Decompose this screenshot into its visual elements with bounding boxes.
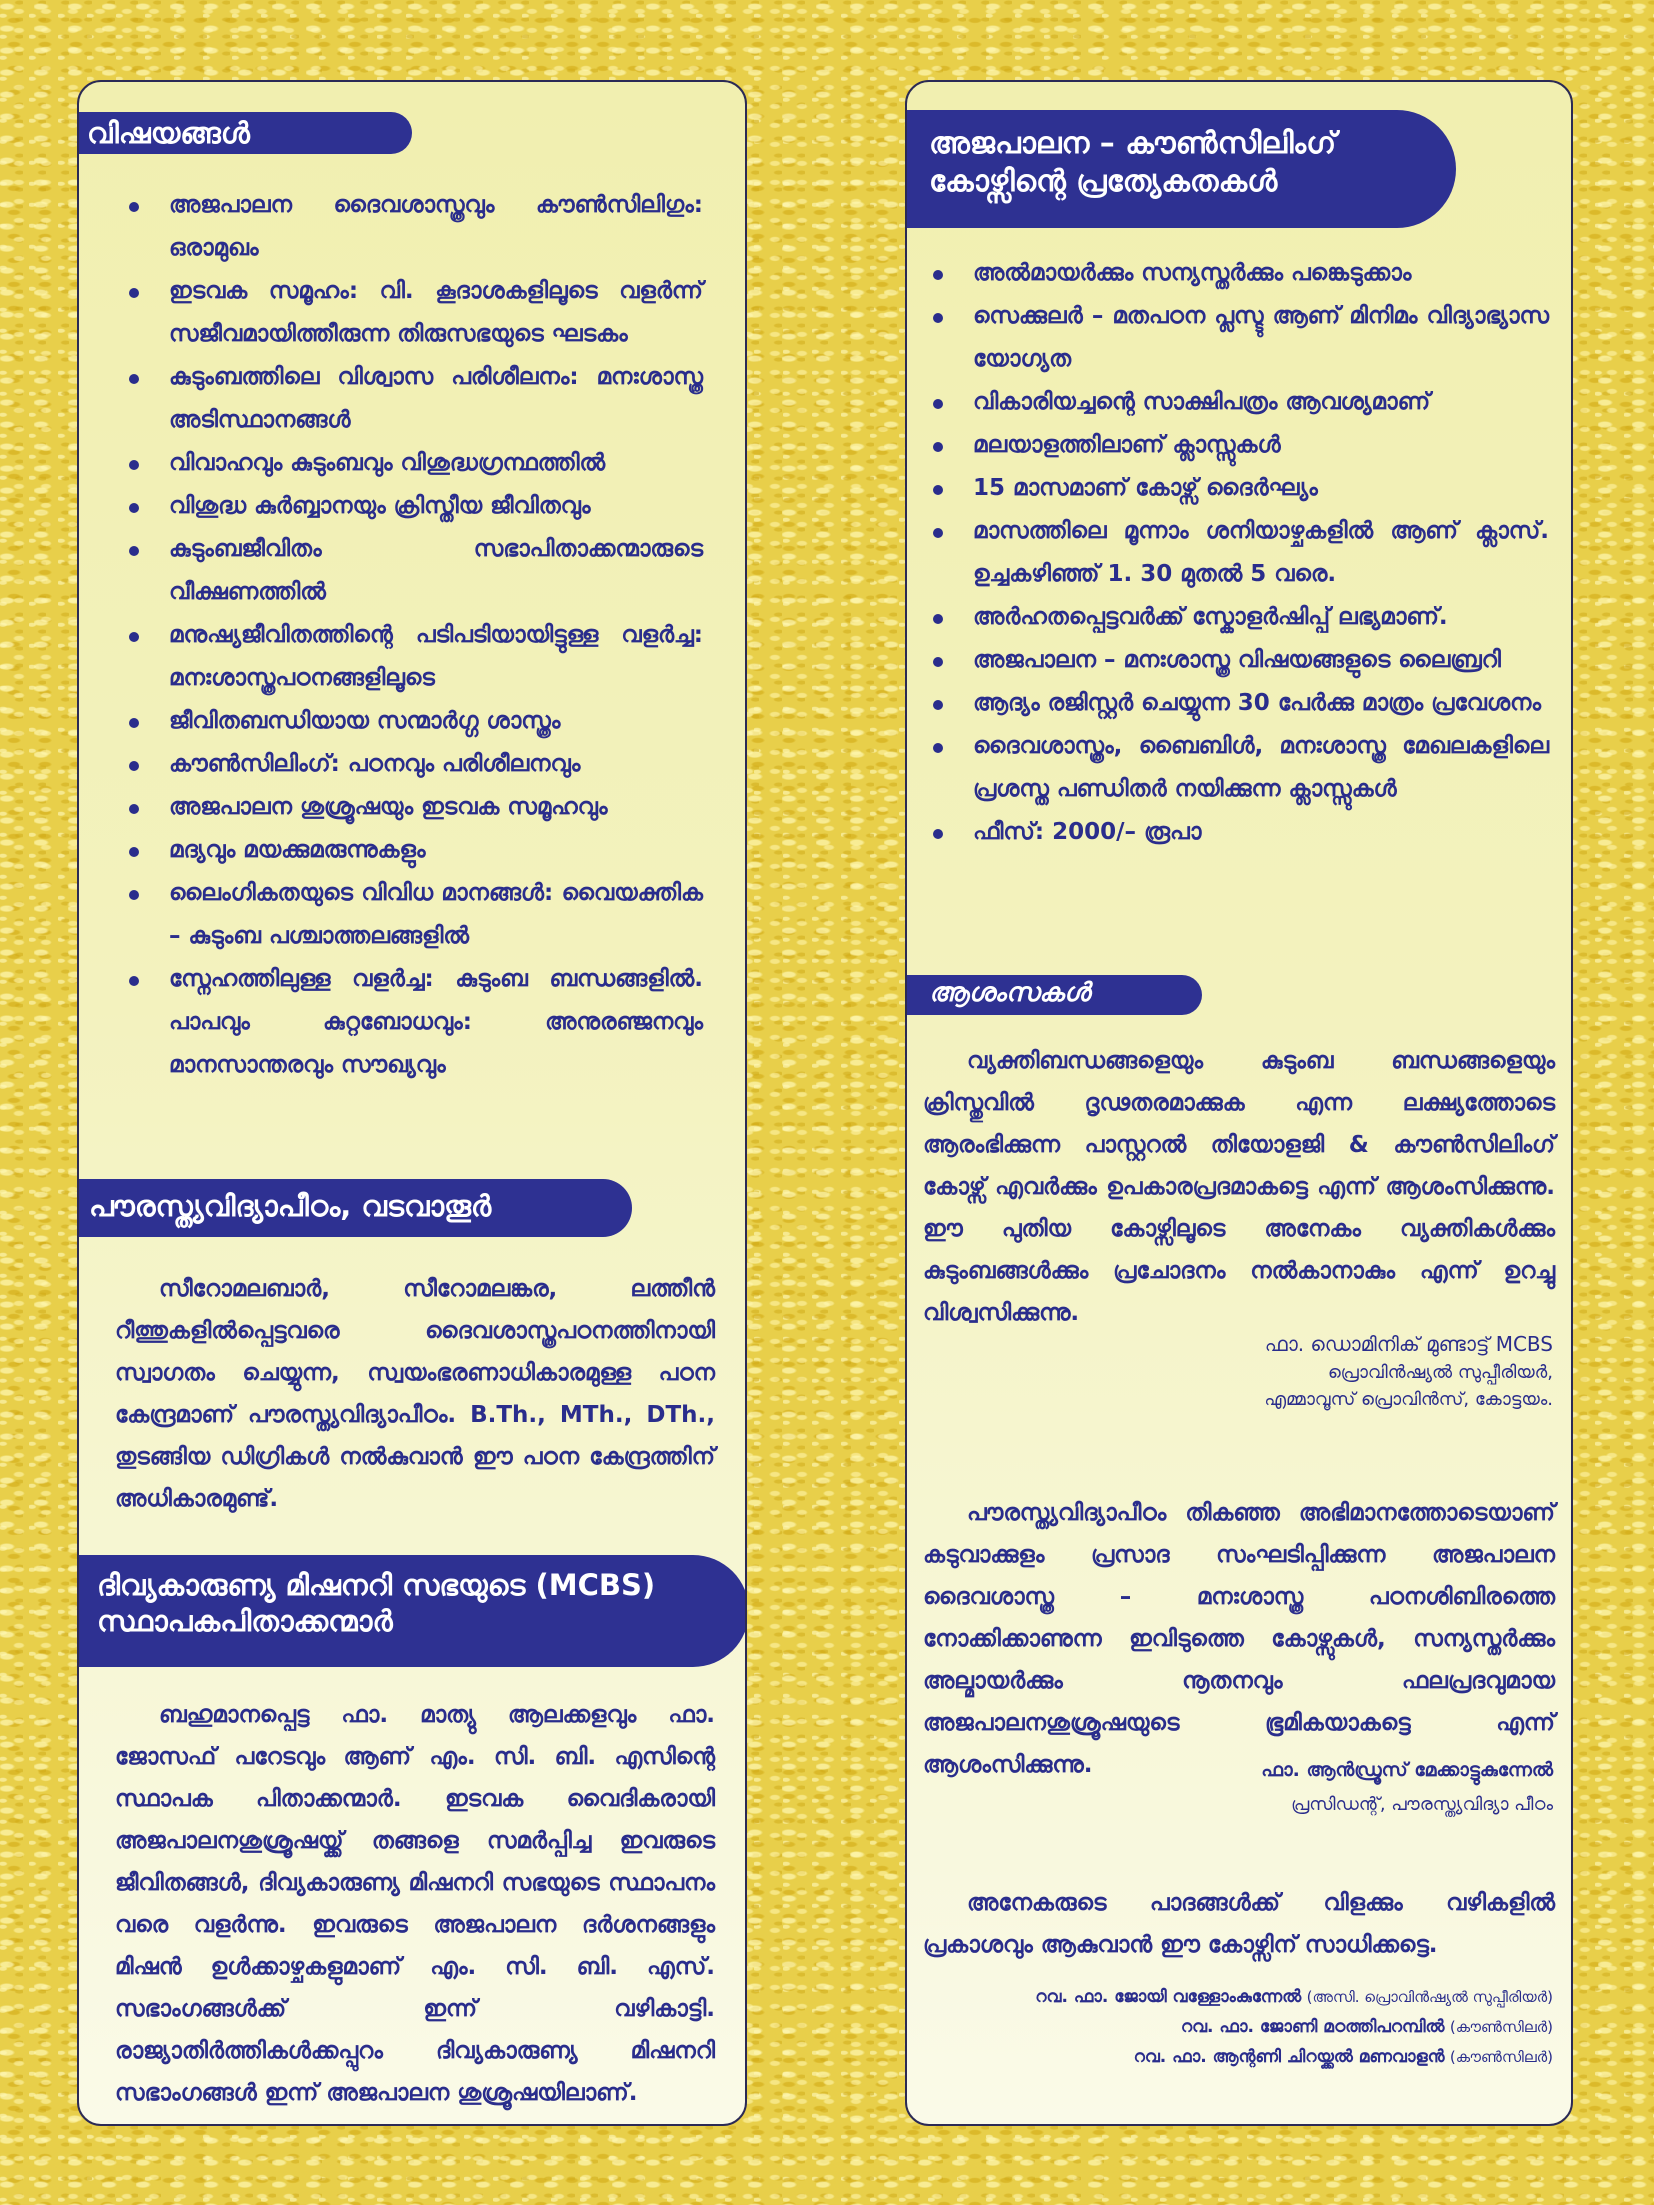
council-member-name: റവ. ഫാ. ആന്റണി ചിറയ്ക്കൽ മണവാളൻ [1133,2047,1445,2067]
subjects-heading-band [79,112,412,154]
signer-name: ഫാ. ആൻഡ്രൂസ് മേക്കാട്ടുകുന്നേൽ [1261,1759,1553,1781]
subjects-heading: വിഷയങ്ങൾ [87,116,250,150]
greeting-message-1: വ്യക്തിബന്ധങ്ങളെയും കുടുംബ ബന്ധങ്ങളെയും ക്രിസ്തുവിൽ ദൃഢതരമാക്കുക എന്ന ലക്ഷ്യത്തോടെ ആരംഭിക്കുന്ന പാസ്റ്ററൽ തിയോളജി & കൗൺസിലിംഗ് കോഴ്സ് എവർക്കും ഉപകാരപ്രദമാകട്ടെ എന്ന് ആശംസിക്കുന്നു. ഈ പുതിയ കോഴ്സിലൂടെ അനേകം വ്യക്തികൾക്കും കുടുംബങ്ങൾക്കും പ്രചോദനം നൽകാനാകും എന്ന് ഉറച്ചു വിശ്വസിക്കുന്നു. [923,1048,1555,1326]
council-member [1035,2042,1553,2072]
feature-item: ദൈവശാസ്ത്രം, ബൈബിൾ, മനഃശാസ്ത്ര മേഖലകളിലെ പ്രശസ്ത പണ്ഡിതർ നയിക്കുന്ന ക്ലാസ്സുകൾ [927,725,1549,811]
feature-item: വികാരിയച്ചന്റെ സാക്ഷിപത്രം ആവശ്യമാണ് [927,381,1549,424]
feature-item: അൽമായർക്കും സന്യസ്തർക്കും പങ്കെടുക്കാം [927,252,1549,295]
founders-heading-band [79,1555,747,1667]
greeting-message-2: പൗരസ്ത്യവിദ്യാപീഠം തികഞ്ഞ അഭിമാനത്തോടെയാണ് കടുവാക്കുളം പ്രസാദ സംഘടിപ്പിക്കുന്ന അജപാലന ദൈവശാസ്ത്ര – മനഃശാസ്ത്ര പഠനശിബിരത്തെ നോക്കിക്കാണുന്ന ഇവിടുത്തെ കോഴ്സുകൾ, സന്യസ്തർക്കും അല്മായർക്കും നൂതനവും ഫലപ്രദവുമായ അജപാലനശുശ്രൂഷയുടെ ഭൂമികയാകട്ടെ എന്ന് ആശംസിക്കുന്നു. [923,1500,1555,1778]
subject-item: ഇടവക സമൂഹം: വി. കൂദാശകളിലൂടെ വളർന്ന് സജീവമായിത്തീരുന്ന തിരുസഭയുടെ ഘടകം [123,270,703,356]
council-member [1035,2012,1553,2042]
left-panel [77,80,747,2126]
subject-item: കൗൺസിലിംഗ്: പഠനവും പരിശീലനവും [123,743,703,786]
subject-item: അജപാലന ദൈവശാസ്ത്രവും കൗൺസിലിഗും: ഒരാമുഖം [123,184,703,270]
council-member [1035,1982,1553,2012]
signer-role: പ്രസിഡന്റ്, പൗരസ്ത്യവിദ്യാ പീഠം [1291,1794,1553,1815]
institute-heading: പൗരസ്ത്യവിദ്യാപീഠം, വടവാതൂർ [89,1189,492,1223]
subject-item: വിവാഹവും കുടുംബവും വിശുദ്ധഗ്രന്ഥത്തിൽ [123,442,703,485]
subject-item: അജപാലന ശുശ്രൂഷയും ഇടവക സമൂഹവും [123,786,703,829]
features-list [927,252,1549,854]
greeting-signature-1 [1264,1329,1553,1413]
signer-role: എമ്മാവൂസ് പ്രൊവിൻസ്, കോട്ടയം. [1264,1389,1553,1410]
council-signatures [1035,1982,1553,2072]
signer-role: പ്രൊവിൻഷ്യൽ സുപ്പീരിയർ, [1327,1362,1553,1383]
feature-item: മാസത്തിലെ മൂന്നാം ശനിയാഴ്ചകളിൽ ആണ് ക്ലാസ്. ഉച്ചകഴിഞ്ഞ് 1. 30 മുതൽ 5 വരെ. [927,510,1549,596]
subject-item: മദ്യവും മയക്കുമരുന്നുകളും [123,829,703,872]
council-member-name: റവ. ഫാ. ജോണി മഠത്തിപറമ്പിൽ [1180,2017,1445,2037]
subject-item: സ്നേഹത്തിലുള്ള വളർച്ച: കുടുംബ ബന്ധങ്ങളിൽ. പാപവും കുറ്റബോധവും: അനുരഞ്ജനവും മാനസാന്തരവും സൗഖ്യവും [123,958,703,1087]
institute-description: സീറോമലബാർ, സീറോമലങ്കര, ലത്തീൻ റീത്തുകളിൽപ്പെട്ടവരെ ദൈവശാസ്ത്രപഠനത്തിനായി സ്വാഗതം ചെയ്യുന്ന, സ്വയംഭരണാധികാരമുള്ള പഠന കേന്ദ്രമാണ് പൗരസ്ത്യവിദ്യാപീഠം. B.Th., MTh., DTh., തുടങ്ങിയ ഡിഗ്രികൾ നൽകുവാൻ ഈ പഠന കേന്ദ്രത്തിന് അധികാരമുണ്ട്. [115,1276,715,1512]
greetings-heading: ആശംസകൾ [929,978,1090,1008]
subject-item: കുടുംബജീവിതം സഭാപിതാക്കന്മാരുടെ വീക്ഷണത്തിൽ [123,528,703,614]
greeting-signature-2 [1261,1755,1553,1818]
subject-item: ജീവിതബന്ധിയായ സന്മാർഗ്ഗ ശാസ്ത്രം [123,700,703,743]
features-heading-line2: കോഴ്സിന്റെ പ്രത്യേകതകൾ [929,163,1278,199]
right-panel [905,80,1573,2126]
council-member-name: റവ. ഫാ. ജോയി വള്ളോംകുന്നേൽ [1035,1987,1302,2007]
founders-heading-line2: സ്ഥാപകപിതാക്കന്മാർ [97,1604,393,1639]
feature-item: മലയാളത്തിലാണ് ക്ലാസ്സുകൾ [927,424,1549,467]
council-member-role: (അസി. പ്രൊവിൻഷ്യൽ സുപ്പീരിയർ) [1306,1988,1553,2006]
subjects-list [123,184,703,1087]
feature-item: 15 മാസമാണ് കോഴ്സ് ദൈർഘ്യം [927,467,1549,510]
greeting-message-3: അനേകരുടെ പാദങ്ങൾക്ക് വിളക്കും വഴികളിൽ പ്രകാശവും ആകുവാൻ ഈ കോഴ്സിന് സാധിക്കട്ടെ. [923,1890,1555,1958]
feature-item: ആദ്യം രജിസ്റ്റർ ചെയ്യുന്ന 30 പേർക്കു മാത്രം പ്രവേശനം [927,682,1549,725]
feature-item: ഫീസ്: 2000/– രൂപാ [927,811,1549,854]
founders-description: ബഹുമാനപ്പെട്ട ഫാ. മാത്യു ആലക്കളവും ഫാ. ജോസഫ് പറേടവും ആണ് എം. സി. ബി. എസിന്റെ സ്ഥാപക പിതാക്കന്മാർ. ഇടവക വൈദികരായി അജപാലനശുശ്രൂഷയ്ക്ക് തങ്ങളെ സമർപ്പിച്ച ഇവരുടെ ജീവിതങ്ങൾ, ദിവ്യകാരുണ്യ മിഷനറി സഭയുടെ സ്ഥാപനം വരെ വളർന്നു. ഇവരുടെ അജപാലന ദർശനങ്ങളും മിഷൻ ഉൾക്കാഴ്ചകളുമാണ് എം. സി. ബി. എസ്. സഭാംഗങ്ങൾക്ക് ഇന്ന് വഴികാട്ടി. രാജ്യാതിർത്തികൾക്കപ്പുറം ദിവ്യകാരുണ്യ മിഷനറി സഭാംഗങ്ങൾ ഇന്ന് അജപാലന ശുശ്രൂഷയിലാണ്. [115,1702,715,2106]
feature-item: അജപാലന – മനഃശാസ്ത്ര വിഷയങ്ങളുടെ ലൈബ്രറി [927,639,1549,682]
subject-item: ലൈംഗികതയുടെ വിവിധ മാനങ്ങൾ: വൈയക്തിക – കുടുംബ പശ്ചാത്തലങ്ങളിൽ [123,872,703,958]
council-member-role: (കൗൺസിലർ) [1449,2048,1553,2066]
greetings-heading-band [907,975,1202,1015]
subject-item: കുടുംബത്തിലെ വിശ്വാസ പരിശീലനം: മനഃശാസ്ത്ര അടിസ്ഥാനങ്ങൾ [123,356,703,442]
council-member-role: (കൗൺസിലർ) [1449,2018,1553,2036]
features-heading-line1: അജപാലന – കൗൺസിലിംഗ് [929,126,1337,161]
subject-item: മനുഷ്യജീവിതത്തിന്റെ പടിപടിയായിട്ടുള്ള വളർച്ച: മനഃശാസ്ത്രപഠനങ്ങളിലൂടെ [123,614,703,700]
signer-name: ഫാ. ഡൊമിനിക് മുണ്ടാട്ട് MCBS [1264,1332,1553,1356]
feature-item: സെക്കുലർ – മതപഠന പ്ലസ്ടു ആണ് മിനിമം വിദ്യാഭ്യാസ യോഗ്യത [927,295,1549,381]
founders-heading-line1: ദിവ്യകാരുണ്യ മിഷനറി സഭയുടെ (MCBS) [97,1568,656,1602]
institute-heading-band [79,1179,632,1237]
subject-item: വിശുദ്ധ കുർബ്ബാനയും ക്രിസ്തീയ ജീവിതവും [123,485,703,528]
features-heading-band [907,110,1456,228]
feature-item: അർഹതപ്പെട്ടവർക്ക് സ്കോളർഷിപ്പ് ലഭ്യമാണ്. [927,596,1549,639]
